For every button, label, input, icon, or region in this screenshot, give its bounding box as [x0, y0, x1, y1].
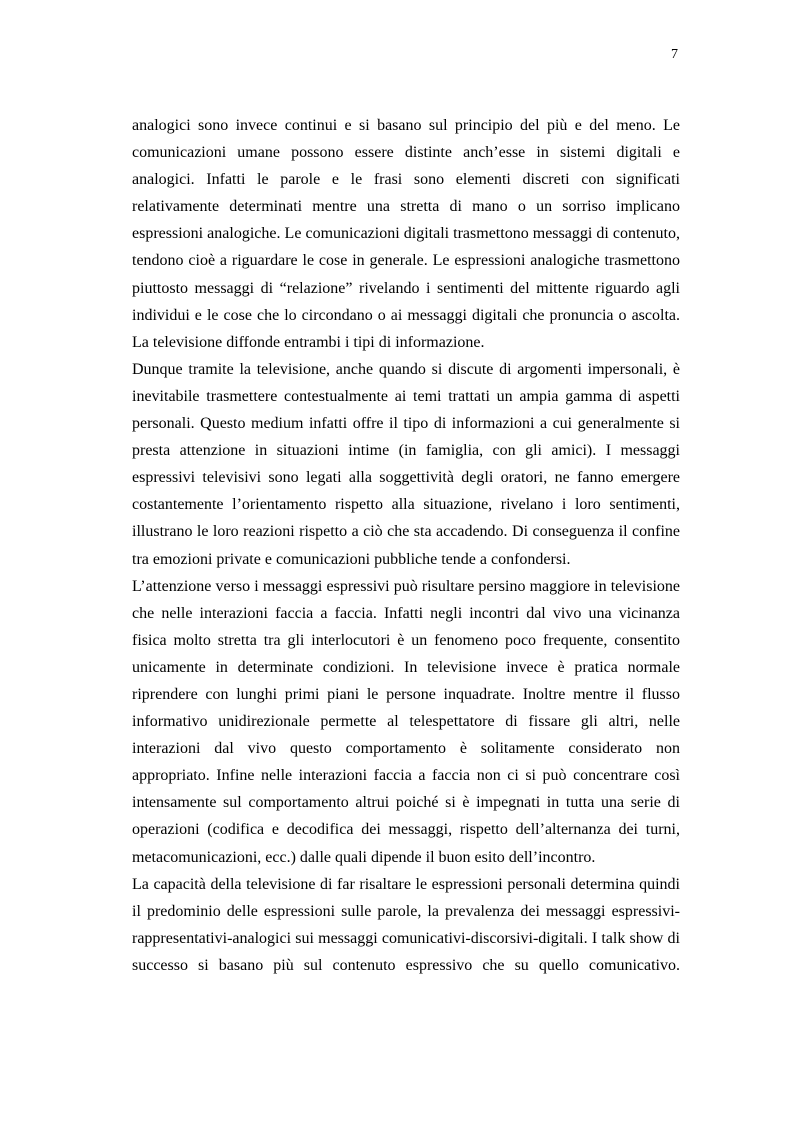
paragraph: La capacità della televisione di far risaltare le espressioni personali determina quindi il predominio delle espressioni sulle parole, la prevalenza dei messaggi espressivi-rappresentativi-analogici sui messaggi comunicativi-discorsivi-digitali. I talk show di successo si basano più sul contenuto espressivo che su quello comunicativo.: [132, 875, 680, 974]
paragraph: L’attenzione verso i messaggi espressivi può risultare persino maggiore in televisione che nelle interazioni faccia a faccia. Infatti negli incontri dal vivo una vicinanza fisica molto stretta tra gli interlocutori è un fenomeno poco frequente, consentito unicamente in determinate condizioni. In televisione invece è pratica normale riprendere con lunghi primi piani le persone inquadrate. Inoltre mentre il flusso informativo unidirezionale permette al telespettatore di fissare gli altri, nelle interazioni dal vivo questo comportamento è solitamente considerato non appropriato. Infine nelle interazioni faccia a faccia non ci si può concentrare così intensamente sul comportamento altrui poiché si è impegnati in tutta una serie di operazioni (codifica e decodifica dei messaggi, rispetto dell’alternanza dei turni, metacomunicazioni, ecc.) dalle quali dipende il buon esito dell’incontro.: [132, 577, 680, 866]
page-number: 7: [671, 47, 678, 62]
body-text: [132, 112, 680, 979]
paragraph: Dunque tramite la televisione, anche quando si discute di argomenti impersonali, è inevitabile trasmettere contestualmente ai temi trattati un ampia gamma di aspetti personali. Questo medium infatti offre il tipo di informazioni a cui generalmente si presta attenzione in situazioni intime (in famiglia, con gli amici). I messaggi espressivi televisivi sono legati alla soggettività degli oratori, ne fanno emergere costantemente l’orientamento rispetto alla situazione, rivelano i loro sentimenti, illustrano le loro reazioni rispetto a ciò che sta accadendo. Di conseguenza il confine tra emozioni private e comunicazioni pubbliche tende a confondersi.: [132, 360, 680, 568]
paragraph: analogici sono invece continui e si basano sul principio del più e del meno. Le comunicazioni umane possono essere distinte anch’esse in sistemi digitali e analogici. Infatti le parole e le frasi sono elementi discreti con significati relativamente determinati mentre una stretta di mano o un sorriso implicano espressioni analogiche. Le comunicazioni digitali trasmettono messaggi di contenuto, tendono cioè a riguardare le cose in generale. Le espressioni analogiche trasmettono piuttosto messaggi di “relazione” rivelando i sentimenti del mittente riguardo agli individui e le cose che lo circondano o ai messaggi digitali che pronuncia o ascolta. La televisione diffonde entrambi i tipi di informazione.: [132, 117, 680, 351]
